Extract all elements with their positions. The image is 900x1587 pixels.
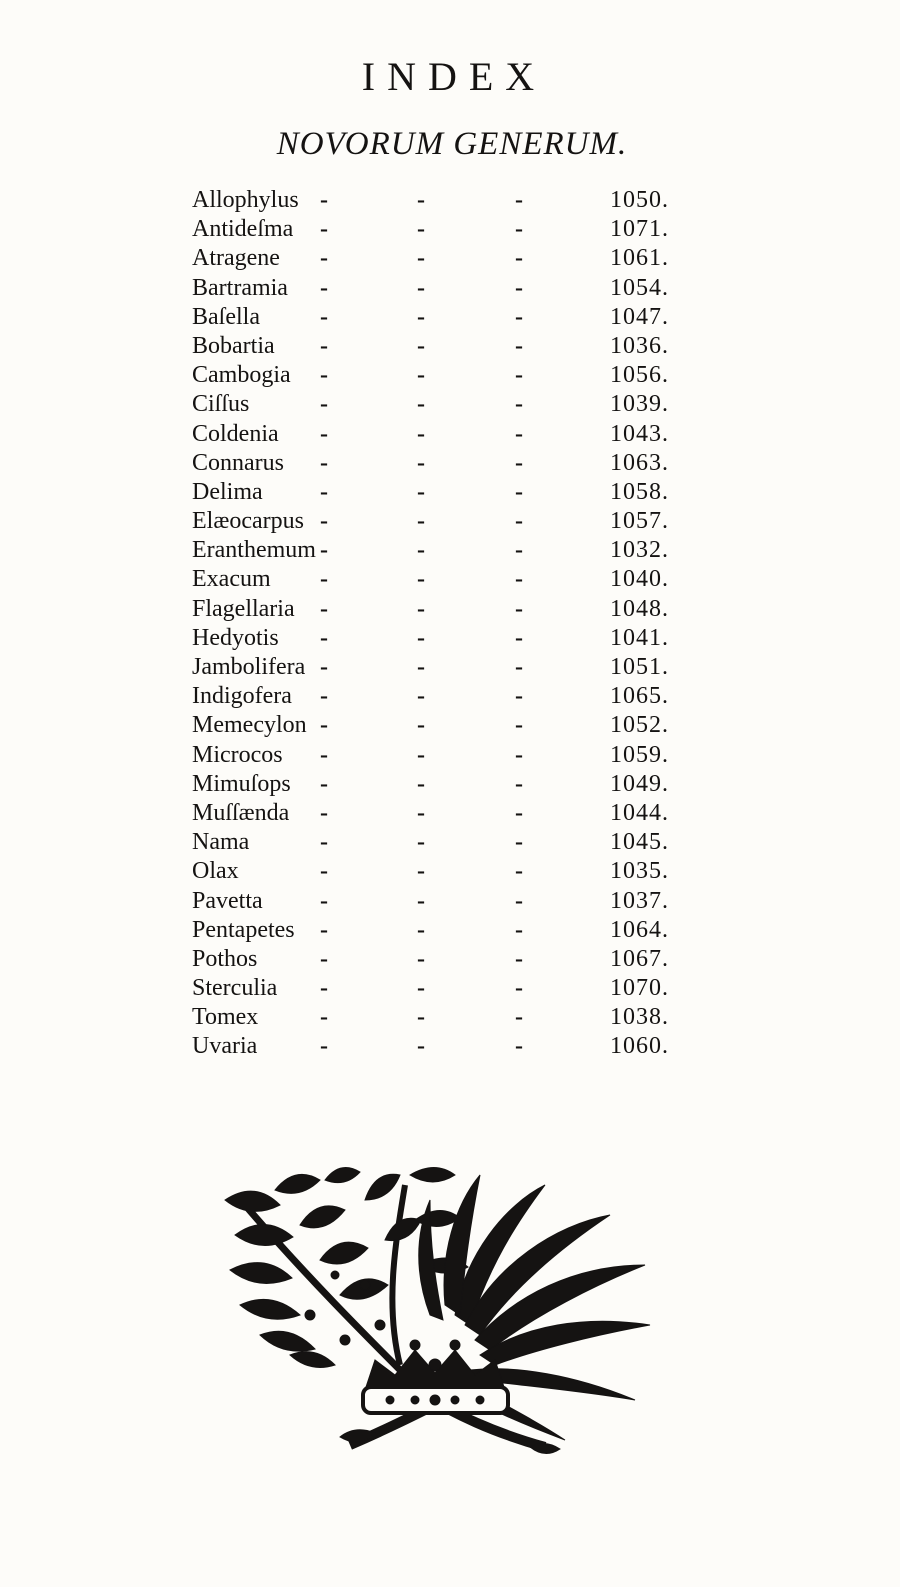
genus-name: Elæocarpus bbox=[192, 508, 304, 535]
genus-name: Pavetta bbox=[192, 887, 263, 914]
leader-dash: - bbox=[417, 303, 425, 330]
leader-dash: - bbox=[320, 975, 328, 1002]
leader-dash: - bbox=[515, 537, 523, 564]
leader-dash: - bbox=[515, 770, 523, 797]
index-entry bbox=[190, 303, 690, 332]
leader-dash: - bbox=[320, 624, 328, 651]
leader-dash: - bbox=[417, 420, 425, 447]
genus-name: Nama bbox=[192, 829, 250, 856]
index-entry bbox=[190, 711, 690, 740]
leader-dash: - bbox=[515, 566, 523, 593]
index-entry bbox=[190, 332, 690, 361]
genus-name: Baſella bbox=[192, 303, 260, 330]
page-number: 1049. bbox=[610, 770, 669, 797]
leader-dash: - bbox=[320, 916, 328, 943]
index-entry bbox=[190, 1003, 690, 1032]
page-number: 1037. bbox=[610, 887, 669, 914]
leader-dash: - bbox=[320, 1033, 328, 1060]
leader-dash: - bbox=[417, 187, 425, 213]
leader-dash: - bbox=[320, 799, 328, 826]
genus-name: Cambogia bbox=[192, 362, 291, 389]
index-entry bbox=[190, 974, 690, 1003]
leader-dash: - bbox=[417, 654, 425, 680]
leader-dash: - bbox=[320, 887, 328, 914]
leader-dash: - bbox=[320, 537, 328, 564]
leader-dash: - bbox=[320, 566, 328, 593]
index-entry bbox=[190, 770, 690, 799]
genus-name: Mimuſops bbox=[192, 770, 291, 797]
page-number: 1045. bbox=[610, 829, 669, 856]
leader-dash: - bbox=[417, 216, 425, 243]
leader-dash: - bbox=[320, 216, 328, 243]
leader-dash: - bbox=[515, 391, 523, 418]
page-number: 1036. bbox=[610, 332, 669, 359]
leader-dash: - bbox=[320, 770, 328, 797]
index-entry bbox=[190, 828, 690, 857]
leader-dash: - bbox=[515, 595, 523, 622]
leader-dash: - bbox=[417, 537, 425, 564]
index-entry bbox=[190, 390, 690, 419]
index-entry bbox=[190, 653, 690, 682]
leader-dash: - bbox=[417, 887, 425, 914]
leader-dash: - bbox=[320, 1004, 328, 1031]
index-entry bbox=[190, 215, 690, 244]
leader-dash: - bbox=[320, 478, 328, 505]
page-number: 1071. bbox=[610, 216, 669, 243]
leader-dash: - bbox=[417, 449, 425, 476]
leader-dash: - bbox=[417, 624, 425, 651]
index-entry bbox=[190, 624, 690, 653]
genus-name: Microcos bbox=[192, 741, 283, 768]
leader-dash: - bbox=[515, 1033, 523, 1060]
leader-dash: - bbox=[320, 595, 328, 622]
leader-dash: - bbox=[320, 508, 328, 535]
leader-dash: - bbox=[417, 858, 425, 885]
genus-name: Olax bbox=[192, 858, 239, 885]
genus-name: Exacum bbox=[192, 566, 271, 593]
leader-dash: - bbox=[320, 945, 328, 972]
leader-dash: - bbox=[320, 391, 328, 418]
leader-dash: - bbox=[417, 508, 425, 535]
leader-dash: - bbox=[417, 770, 425, 797]
genus-name: Ciſſus bbox=[192, 391, 250, 418]
leader-dash: - bbox=[417, 683, 425, 710]
genus-name: Coldenia bbox=[192, 420, 279, 447]
index-entry bbox=[190, 536, 690, 565]
index-entry bbox=[190, 274, 690, 303]
page-number: 1039. bbox=[610, 391, 669, 418]
index-entry bbox=[190, 682, 690, 711]
leader-dash: - bbox=[515, 420, 523, 447]
leader-dash: - bbox=[417, 478, 425, 505]
leader-dash: - bbox=[417, 916, 425, 943]
index-entry bbox=[190, 887, 690, 916]
page-number: 1064. bbox=[610, 916, 669, 943]
leader-dash: - bbox=[320, 741, 328, 768]
genus-name: Allophylus bbox=[192, 187, 299, 213]
genus-name: Memecylon bbox=[192, 712, 307, 739]
leader-dash: - bbox=[515, 858, 523, 885]
leader-dash: - bbox=[515, 887, 523, 914]
page-number: 1047. bbox=[610, 303, 669, 330]
page-number: 1041. bbox=[610, 624, 669, 651]
index-entry bbox=[190, 595, 690, 624]
leader-dash: - bbox=[320, 858, 328, 885]
genus-name: Antideſma bbox=[192, 216, 294, 243]
page-number: 1057. bbox=[610, 508, 669, 535]
page-number: 1061. bbox=[610, 245, 669, 272]
genus-name: Pothos bbox=[192, 945, 258, 972]
leader-dash: - bbox=[515, 829, 523, 856]
index-entry bbox=[190, 1032, 690, 1061]
genus-index-list bbox=[190, 186, 690, 1062]
leader-dash: - bbox=[515, 187, 523, 213]
leader-dash: - bbox=[417, 362, 425, 389]
leader-dash: - bbox=[320, 332, 328, 359]
page-number: 1052. bbox=[610, 712, 669, 739]
page-number: 1065. bbox=[610, 683, 669, 710]
leader-dash: - bbox=[320, 829, 328, 856]
leader-dash: - bbox=[320, 303, 328, 330]
index-entry bbox=[190, 857, 690, 886]
leader-dash: - bbox=[515, 741, 523, 768]
leader-dash: - bbox=[417, 712, 425, 739]
genus-name: Jambolifera bbox=[192, 654, 306, 680]
index-entry bbox=[190, 741, 690, 770]
leader-dash: - bbox=[417, 945, 425, 972]
index-entry bbox=[190, 799, 690, 828]
genus-name: Bobartia bbox=[192, 332, 275, 359]
index-title: INDEX bbox=[361, 54, 547, 99]
page-number: 1056. bbox=[610, 362, 669, 389]
genus-name: Sterculia bbox=[192, 975, 278, 1002]
index-entry bbox=[190, 507, 690, 536]
page-number: 1032. bbox=[610, 537, 669, 564]
leader-dash: - bbox=[515, 624, 523, 651]
leader-dash: - bbox=[417, 332, 425, 359]
leader-dash: - bbox=[417, 741, 425, 768]
leader-dash: - bbox=[417, 1004, 425, 1031]
genus-name: Bartramia bbox=[192, 274, 288, 301]
index-entry bbox=[190, 186, 690, 215]
leader-dash: - bbox=[515, 332, 523, 359]
index-entry bbox=[190, 945, 690, 974]
leader-dash: - bbox=[417, 391, 425, 418]
leader-dash: - bbox=[417, 1033, 425, 1060]
index-entry bbox=[190, 361, 690, 390]
page-number: 1054. bbox=[610, 274, 669, 301]
index-entry bbox=[190, 244, 690, 273]
genus-name: Flagellaria bbox=[192, 595, 295, 622]
leader-dash: - bbox=[320, 187, 328, 213]
leader-dash: - bbox=[515, 683, 523, 710]
genus-name: Indigofera bbox=[192, 683, 292, 710]
page-number: 1038. bbox=[610, 1004, 669, 1031]
page-number: 1060. bbox=[610, 1033, 669, 1060]
leader-dash: - bbox=[515, 712, 523, 739]
leader-dash: - bbox=[320, 712, 328, 739]
genus-name: Uvaria bbox=[192, 1033, 258, 1060]
leader-dash: - bbox=[417, 245, 425, 272]
leader-dash: - bbox=[417, 274, 425, 301]
genus-name: Atragene bbox=[192, 245, 280, 272]
genus-name: Delima bbox=[192, 478, 263, 505]
leader-dash: - bbox=[320, 683, 328, 710]
leader-dash: - bbox=[417, 829, 425, 856]
leader-dash: - bbox=[320, 654, 328, 680]
leader-dash: - bbox=[515, 508, 523, 535]
leader-dash: - bbox=[515, 975, 523, 1002]
page-number: 1050. bbox=[610, 187, 669, 213]
index-entry bbox=[190, 420, 690, 449]
leader-dash: - bbox=[515, 274, 523, 301]
genus-name: Tomex bbox=[192, 1004, 259, 1031]
leader-dash: - bbox=[515, 945, 523, 972]
leader-dash: - bbox=[320, 274, 328, 301]
leader-dash: - bbox=[515, 449, 523, 476]
leader-dash: - bbox=[320, 449, 328, 476]
page-number: 1067. bbox=[610, 945, 669, 972]
genus-name: Eranthemum bbox=[192, 537, 316, 564]
leader-dash: - bbox=[515, 799, 523, 826]
leader-dash: - bbox=[417, 799, 425, 826]
index-entry bbox=[190, 449, 690, 478]
page-number: 1063. bbox=[610, 449, 669, 476]
leader-dash: - bbox=[515, 216, 523, 243]
leader-dash: - bbox=[515, 362, 523, 389]
page-number: 1070. bbox=[610, 975, 669, 1002]
leader-dash: - bbox=[515, 478, 523, 505]
genus-name: Hedyotis bbox=[192, 624, 279, 651]
genus-name: Pentapetes bbox=[192, 916, 295, 943]
leader-dash: - bbox=[515, 245, 523, 272]
leader-dash: - bbox=[320, 245, 328, 272]
genus-name: Connarus bbox=[192, 449, 284, 476]
page-number: 1043. bbox=[610, 420, 669, 447]
genus-name: Muſſænda bbox=[192, 799, 290, 826]
page-number: 1044. bbox=[610, 799, 669, 826]
index-entry bbox=[190, 478, 690, 507]
page-number: 1051. bbox=[610, 654, 669, 680]
leader-dash: - bbox=[515, 303, 523, 330]
leader-dash: - bbox=[417, 595, 425, 622]
page-number: 1059. bbox=[610, 741, 669, 768]
leader-dash: - bbox=[515, 1004, 523, 1031]
index-entry bbox=[190, 565, 690, 594]
index-entry bbox=[190, 916, 690, 945]
leader-dash: - bbox=[515, 654, 523, 680]
page-number: 1048. bbox=[610, 595, 669, 622]
leader-dash: - bbox=[515, 916, 523, 943]
leader-dash: - bbox=[417, 975, 425, 1002]
crown-and-branches-ornament bbox=[215, 1165, 655, 1465]
leader-dash: - bbox=[417, 566, 425, 593]
index-subtitle: NOVORUM GENERUM. bbox=[276, 126, 628, 162]
page-number: 1040. bbox=[610, 566, 669, 593]
leader-dash: - bbox=[320, 362, 328, 389]
page-number: 1058. bbox=[610, 478, 669, 505]
page-number: 1035. bbox=[610, 858, 669, 885]
leader-dash: - bbox=[320, 420, 328, 447]
